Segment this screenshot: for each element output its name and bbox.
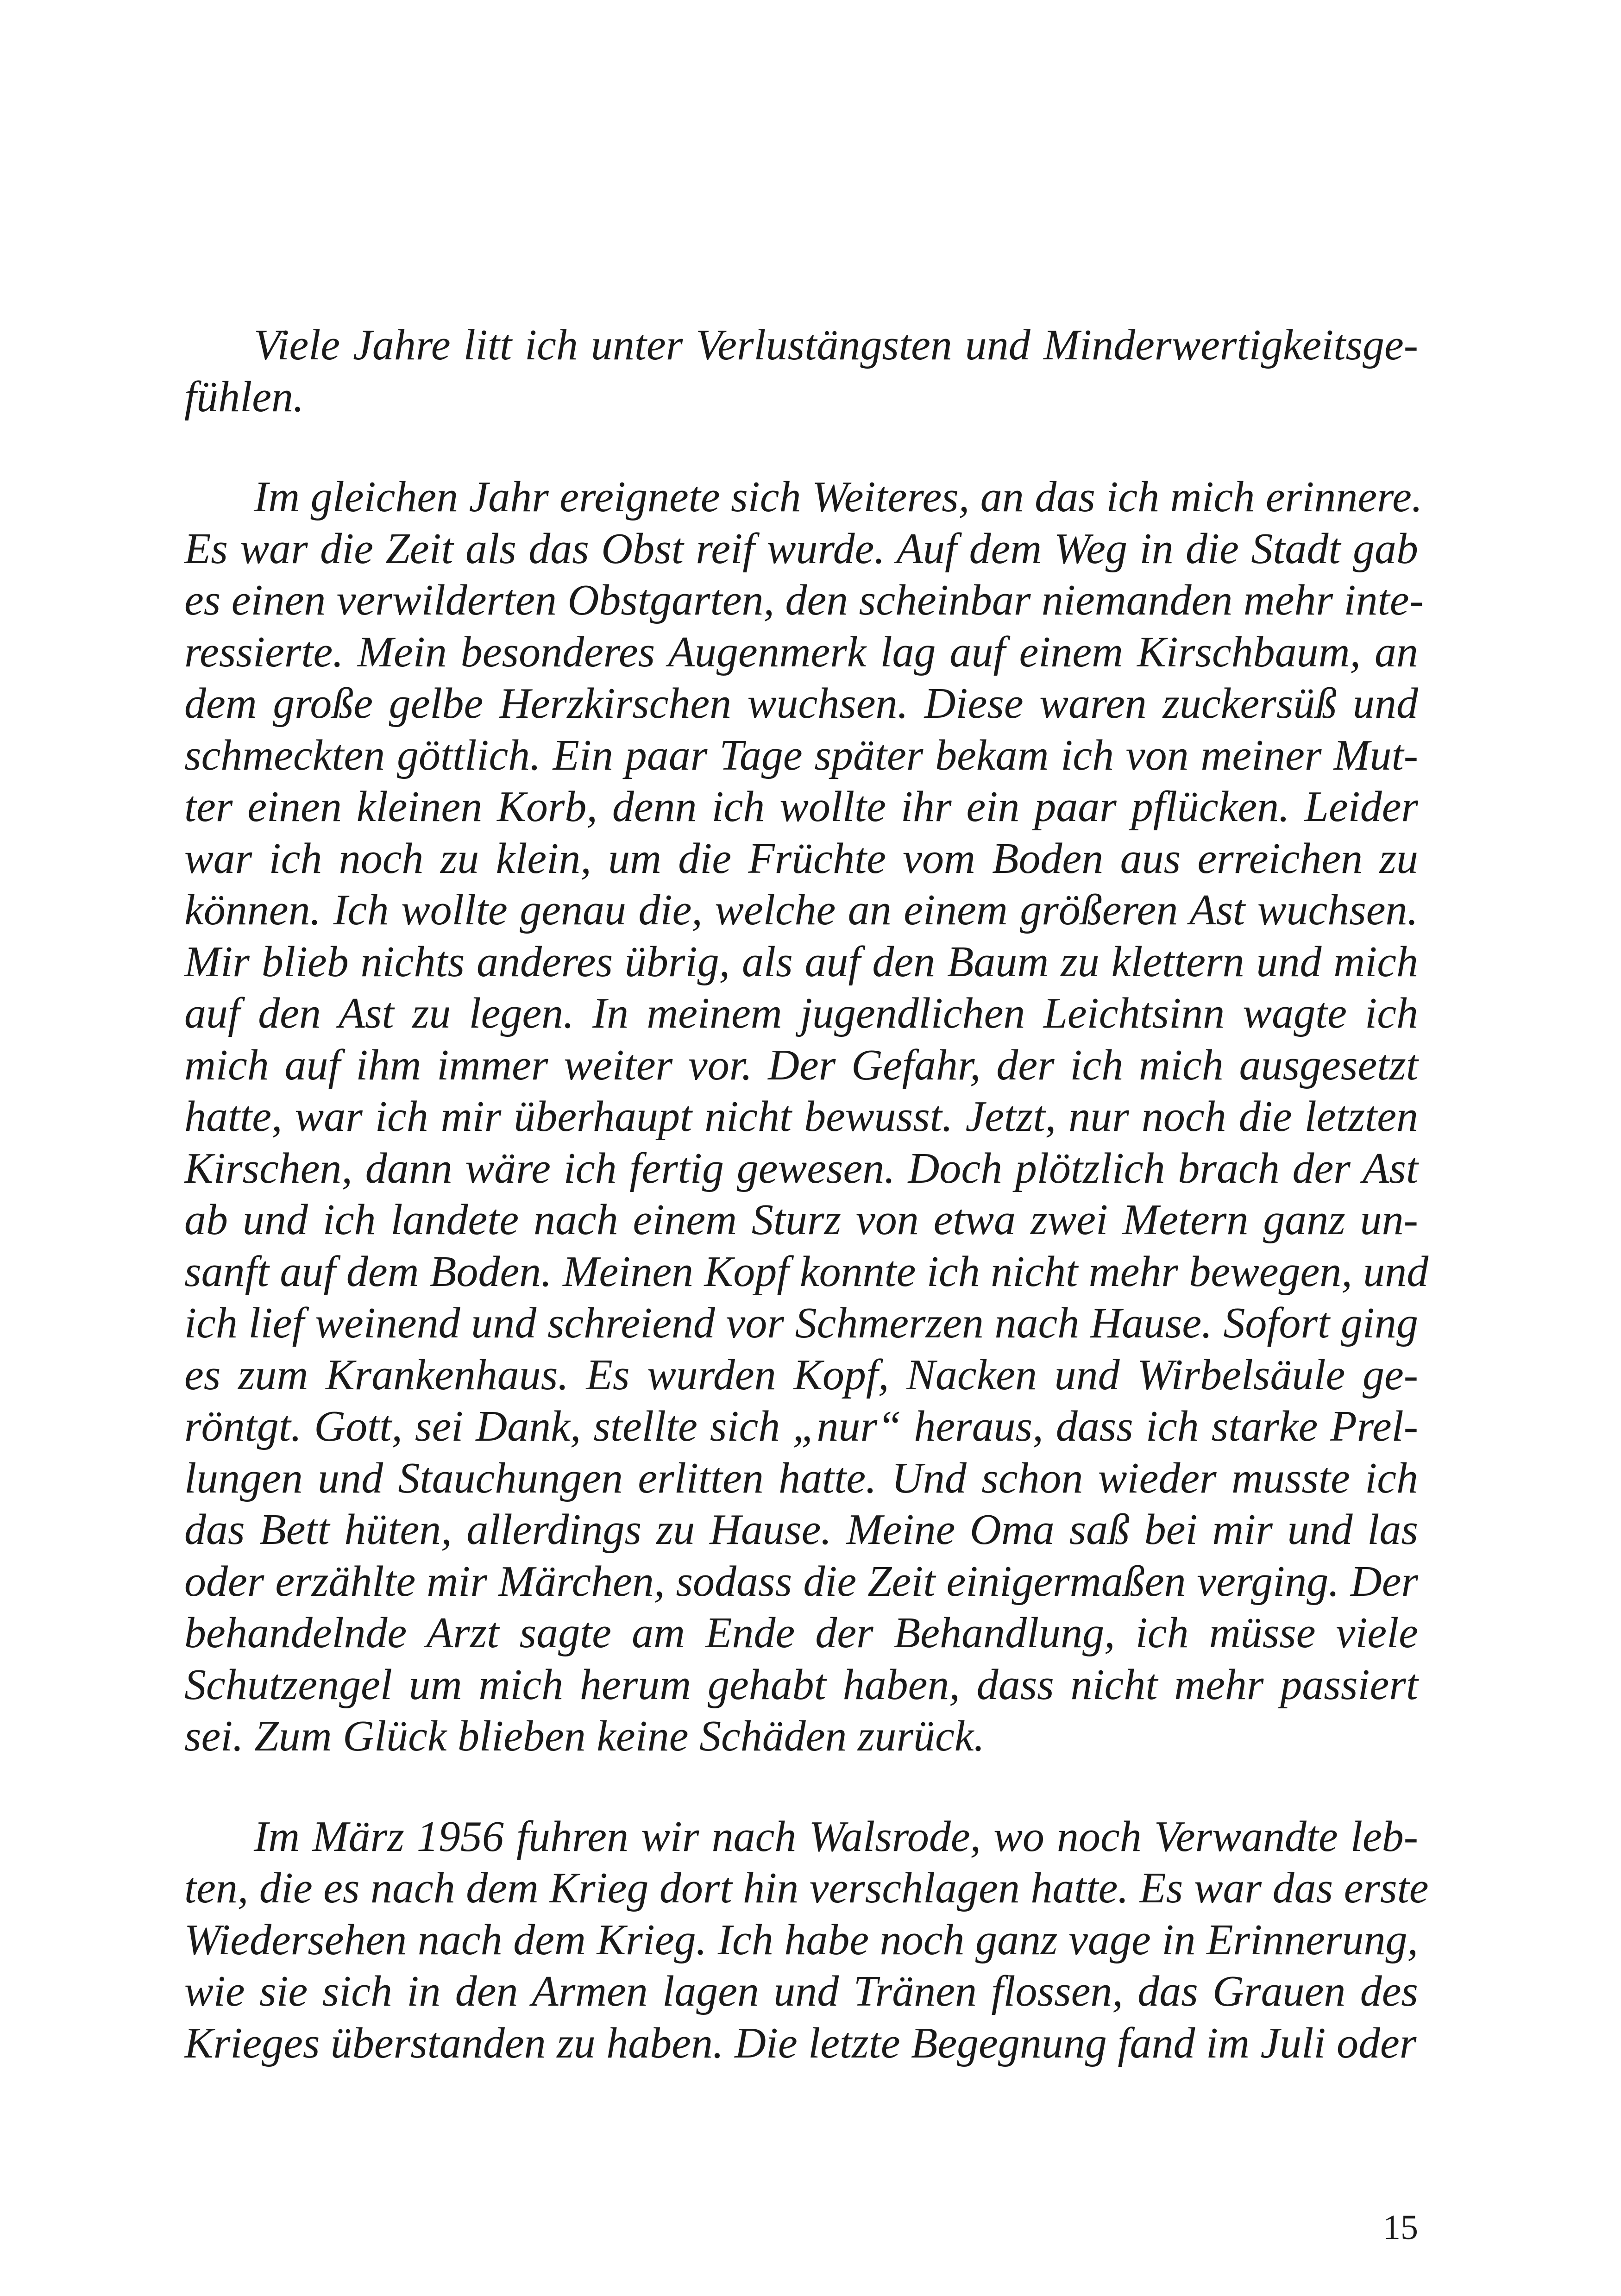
text-line: Schutzengel um mich herum gehabt haben, dass nicht mehr passiert [184,1660,1418,1709]
text-line: Wiedersehen nach dem Krieg. Ich habe noch ganz vage in Erinnerung, [184,1915,1418,1964]
text-line: ich lief weinend und schreiend vor Schmerzen nach Hause. Sofort ging [184,1299,1418,1347]
text-line: ter einen kleinen Korb, denn ich wollte ihr ein paar pflücken. Leider [184,783,1418,831]
text-line: sanft auf dem Boden. Meinen Kopf konnte ich nicht mehr bewegen, und [184,1247,1429,1296]
paragraph-gap [184,1763,1418,1811]
paragraph [184,320,1418,423]
text-line: lungen und Stauchungen erlitten hatte. Und schon wieder musste ich [184,1454,1418,1502]
text-line: mich auf ihm immer weiter vor. Der Gefahr, der ich mich ausgesetzt [184,1041,1418,1089]
text-line: Im gleichen Jahr ereignete sich Weiteres, an das ich mich erinnere. [254,473,1423,521]
text-line: schmeckten göttlich. Ein paar Tage später bekam ich von meiner Mut- [184,731,1418,779]
text-line: das Bett hüten, allerdings zu Hause. Meine Oma saß bei mir und las [184,1506,1418,1554]
paragraph [184,1811,1429,2070]
text-line: Kirschen, dann wäre ich fertig gewesen. Doch plötzlich brach der Ast [184,1144,1418,1192]
text-line: ab und ich landete nach einem Sturz von etwa zwei Metern ganz un- [184,1196,1418,1244]
text-line: es einen verwilderten Obstgarten, den scheinbar niemanden mehr inte- [184,576,1424,624]
text-line: war ich noch zu klein, um die Früchte vom Boden aus erreichen zu [184,834,1418,883]
text-line: oder erzählte mir Märchen, sodass die Zeit einigermaßen verging. Der [184,1557,1418,1606]
page-number: 15 [1383,2208,1418,2247]
text-line: ressierte. Mein besonderes Augenmerk lag auf einem Kirschbaum, an [184,627,1418,676]
text-line: auf den Ast zu legen. In meinem jugendlichen Leichtsinn wagte ich [184,989,1418,1037]
text-line: sei. Zum Glück blieben keine Schäden zurück. [184,1712,985,1760]
text-line: wie sie sich in den Armen lagen und Tränen flossen, das Grauen des [184,1967,1418,2015]
text-line: hatte, war ich mir überhaupt nicht bewusst. Jetzt, nur noch die letzten [184,1092,1418,1141]
text-line: Im März 1956 fuhren wir nach Walsrode, wo noch Verwandte leb- [254,1812,1418,1861]
text-line: behandelnde Arzt sagte am Ende der Behandlung, ich müsse viele [184,1609,1418,1657]
text-line: können. Ich wollte genau die, welche an einem größeren Ast wuchsen. [184,886,1418,934]
text-line: Viele Jahre litt ich unter Verlustängsten und Minderwertigkeitsge- [254,321,1418,369]
paragraph-gap [184,423,1418,471]
text-line: es zum Krankenhaus. Es wurden Kopf, Nacken und Wirbelsäule ge- [184,1350,1418,1399]
text-line: röntgt. Gott, sei Dank, stellte sich „nur“ heraus, dass ich starke Prel- [184,1402,1418,1450]
text-line: ten, die es nach dem Krieg dort hin verschlagen hatte. Es war das erste [184,1864,1429,1912]
text-line: dem große gelbe Herzkirschen wuchsen. Diese waren zuckersüß und [184,679,1418,728]
text-line: fühlen. [184,372,304,421]
text-line: Mir blieb nichts anderes übrig, als auf den Baum zu klettern und mich [184,937,1418,986]
body-text [184,320,1429,2069]
text-line: Krieges überstanden zu haben. Die letzte Begegnung fand im Juli oder [184,2019,1417,2067]
paragraph [184,471,1429,1763]
text-line: Es war die Zeit als das Obst reif wurde. Auf dem Weg in die Stadt gab [184,524,1418,573]
